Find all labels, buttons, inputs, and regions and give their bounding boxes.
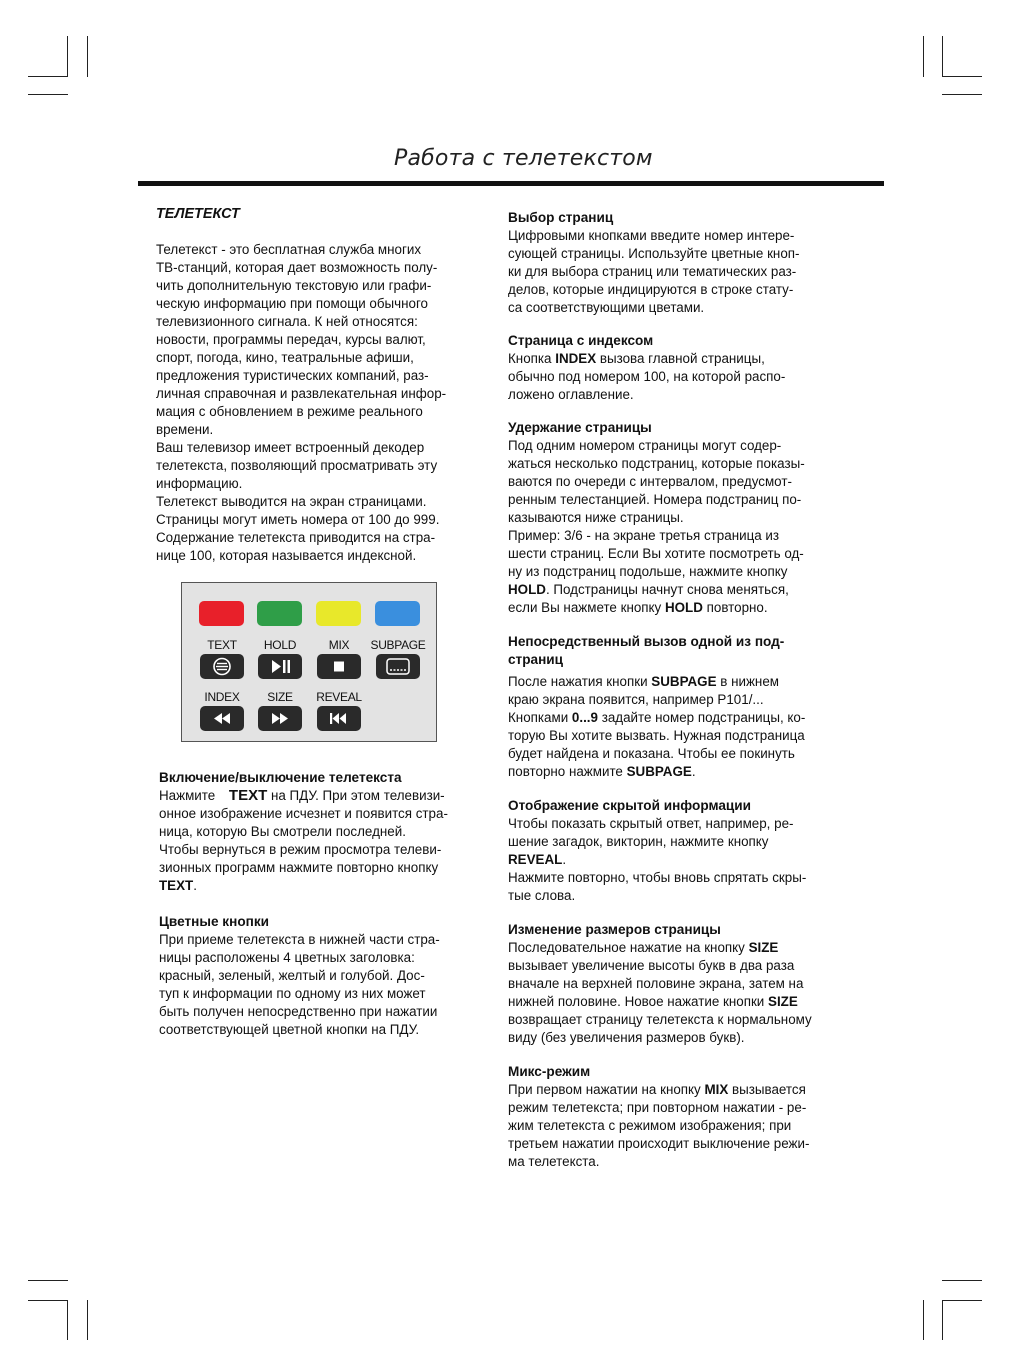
text-line: Содержание телетекста приводится на стра- <box>156 530 436 545</box>
text-span: Кнопками <box>508 710 572 725</box>
text-line: телетекста, позволяющий просматривать эту <box>156 458 438 473</box>
section-heading-mix: Микс-режим <box>508 1064 591 1079</box>
text-line: чить дополнительную текстовую или графи- <box>156 278 432 293</box>
text-line: ница, которую Вы смотрели последней. <box>159 824 406 839</box>
crop-mark <box>67 1300 68 1340</box>
keyword-text: SIZE <box>768 994 798 1009</box>
text-line: Страницы могут иметь номера от 100 до 999. <box>156 512 440 527</box>
text-line <box>159 787 494 805</box>
text-line: ренным телестанцией. Номера подстраниц по- <box>508 492 802 507</box>
text-line: информацию. <box>156 476 243 491</box>
text-line: Телетекст выводится на экран страницами. <box>156 494 427 509</box>
text-line: личная справочная и развлекательная инфор- <box>156 386 447 401</box>
text-line: Под одним номером страницы могут содер- <box>508 438 782 453</box>
green-button <box>257 601 302 626</box>
keyword-text: REVEAL <box>508 852 563 867</box>
reveal-button-label: REVEAL <box>316 690 362 704</box>
text-line <box>508 763 858 781</box>
text-span: При первом нажатии на кнопку <box>508 1082 705 1097</box>
text-span: . <box>193 878 197 893</box>
section-heading-reveal: Отображение скрытой информации <box>508 798 751 813</box>
text-span: . <box>691 764 696 779</box>
text-line: третьем нажатии происходит выключение режи- <box>508 1136 810 1151</box>
text-span: на ПДУ. При этом телевизи- <box>267 788 445 803</box>
fast-forward-icon <box>258 706 302 731</box>
text-line <box>508 1081 858 1099</box>
text-line: шение загадок, викторин, нажмите кнопку <box>508 834 769 849</box>
red-button <box>199 601 244 626</box>
crop-mark <box>942 76 982 77</box>
keyword-text: HOLD <box>508 582 546 597</box>
keyword-text: TEXT <box>159 878 194 893</box>
text-line: жим телетекста с режимом изображения; при <box>508 1118 792 1133</box>
text-line: мация с обновлением в режиме реального <box>156 404 423 419</box>
text-line: жаться несколько подстраниц, которые показы- <box>508 456 805 471</box>
crop-mark <box>942 94 982 95</box>
text-span: задайте номер подстраницы, ко- <box>597 710 806 725</box>
subpage-button <box>376 654 420 679</box>
text-line: туп к информации по одному из них может <box>159 986 426 1001</box>
reveal-button <box>317 706 361 731</box>
text-span: Кнопка <box>508 351 556 366</box>
text-line: ложено оглавление. <box>508 387 634 402</box>
text-span: вызова главной страницы, <box>596 351 765 366</box>
text-line <box>508 350 858 368</box>
text-line: телевизионного сигнала. К ней относятся: <box>156 314 418 329</box>
subpage-icon <box>376 654 420 679</box>
hold-button <box>258 654 302 679</box>
text-line: краю экрана появится, например P101/... <box>508 692 764 707</box>
subpage-button-label: SUBPAGE <box>370 638 426 652</box>
keyword-text: 0...9 <box>571 710 598 725</box>
right-column <box>508 209 858 1171</box>
text-line: красный, зеленый, желтый и голубой. Дос- <box>159 968 425 983</box>
crop-mark <box>28 94 68 95</box>
crop-mark <box>942 1300 982 1301</box>
text-span: . Подстраницы начнут снова меняться, <box>545 582 789 597</box>
text-line: нице 100, которая называется индексной. <box>156 548 417 563</box>
index-button <box>200 706 244 731</box>
crop-mark <box>942 1280 982 1281</box>
section-heading-teletext: ТЕЛЕТЕКСТ <box>156 206 240 222</box>
text-line: делов, которые индицируются в строке стату- <box>508 282 794 297</box>
remote-control-illustration <box>181 582 437 742</box>
keyword-text: INDEX <box>555 351 597 366</box>
keyword-text: MIX <box>704 1082 729 1097</box>
text-line: онное изображение исчезнет и появится стра- <box>159 806 448 821</box>
text-line: сующей страницы. Используйте цветные кноп- <box>508 246 800 261</box>
crop-mark <box>942 1300 943 1340</box>
text-line: Чтобы показать скрытый ответ, например, ре- <box>508 816 794 831</box>
text-line: ки для выбора страниц или тематических раз- <box>508 264 797 279</box>
text-span: Нажмите <box>159 788 219 803</box>
keyword-text: HOLD <box>664 600 703 615</box>
text-line: ма телетекста. <box>508 1154 600 1169</box>
keyword-text: SIZE <box>748 940 779 955</box>
left-lower-sections <box>159 769 494 1039</box>
index-button-label: INDEX <box>204 690 240 704</box>
section-heading-subpage: Непосредственный вызов одной из под- <box>508 634 785 649</box>
section-heading-hold-page: Удержание страницы <box>508 420 652 435</box>
section-heading-size: Изменение размеров страницы <box>508 922 721 937</box>
text-line: При приеме телетекста в нижней части стра- <box>159 932 440 947</box>
text-line: ческую информацию при помощи обычного <box>156 296 429 311</box>
text-button-label: TEXT <box>207 638 237 652</box>
size-button <box>258 706 302 731</box>
text-line: возвращает страницу телетекста к нормальному <box>508 1012 812 1027</box>
text-line: казываются ниже страницы. <box>508 510 684 525</box>
text-line <box>508 993 858 1011</box>
text-line: виду (без увеличения размеров букв). <box>508 1030 745 1045</box>
text-line: зионных программ нажмите повторно кнопку <box>159 860 439 875</box>
text-line: предложения туристических компаний, раз- <box>156 368 429 383</box>
text-line <box>508 851 858 869</box>
crop-mark <box>28 76 68 77</box>
blue-button <box>375 601 420 626</box>
text-line: вначале на верхней половине экрана, затем на <box>508 976 804 991</box>
section-heading-color-buttons: Цветные кнопки <box>159 914 269 929</box>
text-line <box>508 599 858 617</box>
section-heading-page-select: Выбор страниц <box>508 210 614 225</box>
teletext-icon <box>200 654 244 679</box>
size-button-label: SIZE <box>267 690 293 704</box>
title-rule <box>138 181 884 186</box>
text-line: вызывает увеличение высоты букв в два раза <box>508 958 795 973</box>
keyword-text: TEXT <box>228 787 268 804</box>
text-span: если Вы нажмете кнопку <box>508 600 665 615</box>
text-span: повторно. <box>702 600 768 615</box>
text-line <box>508 939 858 957</box>
yellow-button <box>316 601 361 626</box>
page-title: Работа с телетекстом <box>394 146 653 171</box>
text-line: быть получен непосредственно при нажатии <box>159 1004 438 1019</box>
text-line <box>508 673 858 691</box>
rewind-icon <box>200 706 244 731</box>
text-line: Цифровыми кнопками введите номер интере- <box>508 228 795 243</box>
text-line: тые слова. <box>508 888 576 903</box>
text-span: После нажатия кнопки <box>508 674 652 689</box>
skip-back-icon <box>317 706 361 731</box>
text-line: Пример: 3/6 - на экране третья страница из <box>508 528 780 543</box>
text-span: вызывается <box>728 1082 806 1097</box>
text-span: нижней половине. Новое нажатие кнопки <box>508 994 769 1009</box>
text-button <box>200 654 244 679</box>
text-line: новости, программы передач, курсы валют, <box>156 332 426 347</box>
text-line: торую Вы хотите вызвать. Нужная подстраница <box>508 728 805 743</box>
crop-mark <box>942 36 943 77</box>
text-line: Телетекст - это бесплатная служба многих <box>156 242 422 257</box>
crop-mark <box>87 1300 88 1340</box>
text-line: са соответствующими цветами. <box>508 300 705 315</box>
text-span: . <box>562 852 567 867</box>
keyword-text: SUBPAGE <box>626 764 692 779</box>
text-line: ТВ-станций, которая дает возможность полу- <box>156 260 438 275</box>
text-line: времени. <box>156 422 214 437</box>
text-span: в нижнем <box>716 674 779 689</box>
text-line: будет найдена и показана. Чтобы ее покинуть <box>508 746 795 761</box>
text-line <box>508 581 858 599</box>
text-line: ваются по очереди с интервалом, предусмот- <box>508 474 792 489</box>
section-heading-index-page: Страница с индексом <box>508 333 654 348</box>
hold-button-label: HOLD <box>263 638 297 652</box>
text-line: ну из подстраниц подольше, нажмите кнопку <box>508 564 788 579</box>
left-intro <box>156 205 486 565</box>
mix-button <box>317 654 361 679</box>
text-line: спорт, погода, кино, театральные афиши, <box>156 350 414 365</box>
text-line: обычно под номером 100, на которой распо- <box>508 369 786 384</box>
play-pause-icon <box>258 654 302 679</box>
text-line: соответствующей цветной кнопки на ПДУ. <box>159 1022 420 1037</box>
keyword-text: SUBPAGE <box>651 674 717 689</box>
crop-mark <box>67 36 68 77</box>
text-line <box>159 877 494 895</box>
mix-button-label: MIX <box>328 638 350 652</box>
stop-icon <box>317 654 361 679</box>
section-heading-subpage-cont: страниц <box>508 652 564 667</box>
crop-mark <box>87 36 88 77</box>
text-span: Последовательное нажатие на кнопку <box>508 940 749 955</box>
crop-mark <box>923 36 924 77</box>
text-line: шести страниц. Если Вы хотите посмотреть од- <box>508 546 804 561</box>
text-line: Ваш телевизор имеет встроенный декодер <box>156 440 425 455</box>
text-span: повторно нажмите <box>508 764 627 779</box>
text-line: ницы расположены 4 цветных заголовка: <box>159 950 415 965</box>
crop-mark <box>28 1300 68 1301</box>
text-line: Чтобы вернуться в режим просмотра телеви- <box>159 842 442 857</box>
text-line: режим телетекста; при повторном нажатии - ре- <box>508 1100 807 1115</box>
text-line: Нажмите повторно, чтобы вновь спрятать скры- <box>508 870 807 885</box>
section-heading-onoff: Включение/выключение телетекста <box>159 770 402 785</box>
crop-mark <box>28 1280 68 1281</box>
crop-mark <box>923 1300 924 1340</box>
text-line <box>508 709 858 727</box>
